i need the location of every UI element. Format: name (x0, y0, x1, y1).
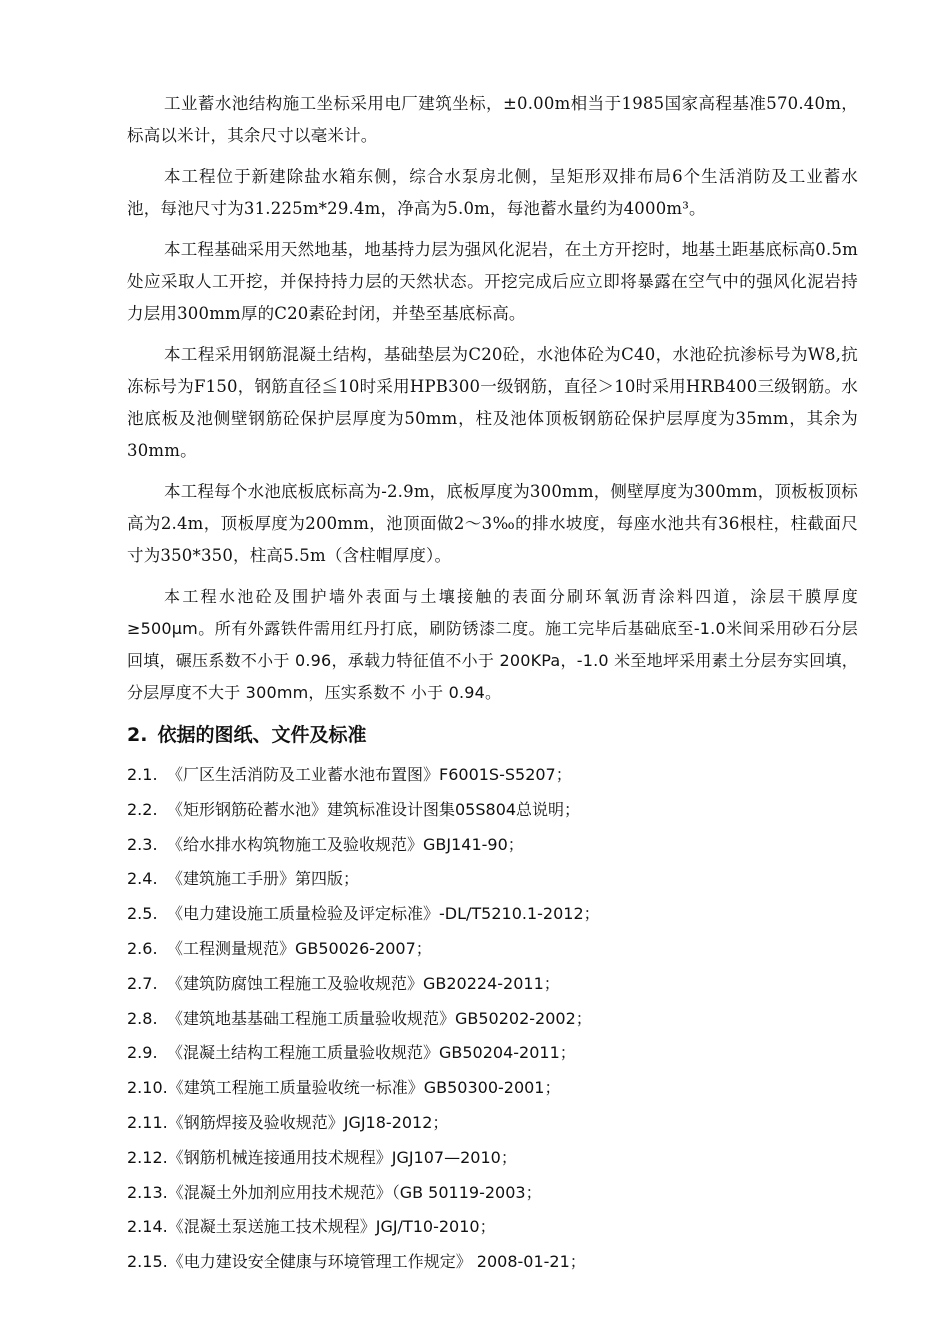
list-item (127, 1002, 858, 1037)
paragraph-location: 本工程位于新建除盐水箱东侧，综合水泵房北侧，呈矩形双排布局6个生活消防及工业蓄水池，每池尺寸为31.225m*29.4m，净高为5.0m，每池蓄水量约为4000m³。 (127, 167, 858, 218)
list-item-text: 《混凝土泵送施工技术规程》JGJ/T10-2010； (167, 1217, 496, 1237)
list-item-text: 《建筑防腐蚀工程施工及验收规范》GB20224-2011； (167, 973, 560, 993)
list-item-text: 《混凝土结构工程施工质量验收规范》GB50204-2011； (167, 1043, 576, 1063)
paragraph-dimensions: 本工程每个水池底板底标高为-2.9m，底板厚度为300mm，侧壁厚度为300mm，顶板板顶标高为2.4m，顶板厚度为200mm，池顶面做2～3‰的排水坡度，每座水池共有36根柱，柱截面尺寸为350*350，柱高5.5m（含柱帽厚度）。 (127, 482, 858, 565)
list-item-text: 《混凝土外加剂应用技术规范》（GB 50119-2003； (167, 1182, 542, 1202)
list-item (127, 897, 858, 932)
list-item-text: 《矩形钢筋砼蓄水池》建筑标准设计图集05S804总说明； (167, 799, 581, 819)
list-item-number: 2.5. (127, 904, 158, 924)
list-item (127, 758, 858, 793)
list-item-number: 2.4. (127, 869, 158, 889)
list-item-number: 2.2. (127, 799, 158, 819)
list-item (127, 1071, 858, 1106)
section-number: 2. (127, 724, 148, 746)
list-item (127, 967, 858, 1002)
paragraph-structure: 本工程采用钢筋混凝土结构，基础垫层为C20砼，水池体砼为C40，水池砼抗渗标号为W8,抗冻标号为F150，钢筋直径≦10时采用HPB300一级钢筋，直径＞10时采用HRB400三级钢筋。水池底板及池侧壁钢筋砼保护层厚度为50mm，柱及池体顶板钢筋砼保护层厚度为35mm，其余为30mm。 (127, 345, 858, 460)
list-item-text: 《厂区生活消防及工业蓄水池布置图》F6001S-S5207； (167, 765, 572, 784)
section-heading (127, 718, 858, 752)
list-item-number: 2.6. (127, 938, 158, 958)
list-item (127, 932, 858, 967)
section-title: 依据的图纸、文件及标准 (157, 724, 367, 746)
list-item (127, 828, 858, 863)
paragraph-coating-backfill: 本工程水池砼及围护墙外表面与土壤接触的表面分刷环氧沥青涂料四道，涂层干膜厚度≥500μm。所有外露铁件需用红丹打底，刷防锈漆二度。施工完毕后基础底至-1.0米间采用砂石分层回填，碾压系数不小于 0.96，承载力特征值不小于 200KPa，-1.0 米至地坪采用素土分层夯实回填，分层厚度不大于 300mm，压实系数不 小于 0.94。 (127, 587, 858, 702)
list-item (127, 862, 858, 897)
list-item-text: 《钢筋机械连接通用技术规程》JGJ107—2010； (167, 1147, 517, 1167)
list-item-text: 《工程测量规范》GB50026-2007； (167, 938, 432, 958)
paragraph-foundation: 本工程基础采用天然地基，地基持力层为强风化泥岩，在土方开挖时，地基土距基底标高0.5m处应采取人工开挖，并保持持力层的天然状态。开挖完成后应立即将暴露在空气中的强风化泥岩持力层用300mm厚的C20素砼封闭，并垫至基底标高。 (127, 240, 858, 323)
list-item (127, 1141, 858, 1176)
list-item (127, 1245, 858, 1280)
list-item-number: 2.7. (127, 973, 158, 993)
list-item (127, 1210, 858, 1245)
list-item-text: 《电力建设施工质量检验及评定标准》-DL/T5210.1-2012； (167, 904, 600, 924)
list-item-number: 2.8. (127, 1008, 158, 1028)
list-item-text: 《给水排水构筑物施工及验收规范》GBJ141-90； (167, 834, 524, 854)
list-item-number: 2.10. (127, 1078, 168, 1098)
list-item-number: 2.12. (127, 1147, 168, 1167)
list-item-text: 《电力建设安全健康与环境管理工作规定》 2008-01-21； (167, 1252, 586, 1272)
list-item-number: 2.9. (127, 1043, 158, 1063)
list-item-text: 《建筑施工手册》第四版； (167, 869, 360, 889)
paragraph-coordinates: 工业蓄水池结构施工坐标采用电厂建筑坐标，±0.00m相当于1985国家高程基准570.40m，标高以米计，其余尺寸以毫米计。 (127, 94, 858, 145)
list-item-number: 2.11. (127, 1112, 168, 1132)
list-item (127, 1106, 858, 1141)
list-item-number: 2.15. (127, 1252, 168, 1272)
list-item (127, 1036, 858, 1071)
list-item-text: 《建筑地基基础工程施工质量验收规范》GB50202-2002； (167, 1008, 592, 1028)
list-item-number: 2.3. (127, 834, 158, 854)
list-item-text: 《建筑工程施工质量验收统一标准》GB50300-2001； (167, 1078, 561, 1098)
list-item (127, 793, 858, 828)
list-item-number: 2.13. (127, 1182, 168, 1202)
reference-list (127, 758, 858, 1280)
list-item-text: 《钢筋焊接及验收规范》JGJ18-2012； (167, 1112, 449, 1132)
list-item (127, 1176, 858, 1211)
list-item-number: 2.14. (127, 1217, 168, 1237)
list-item-number: 2.1. (127, 765, 158, 784)
